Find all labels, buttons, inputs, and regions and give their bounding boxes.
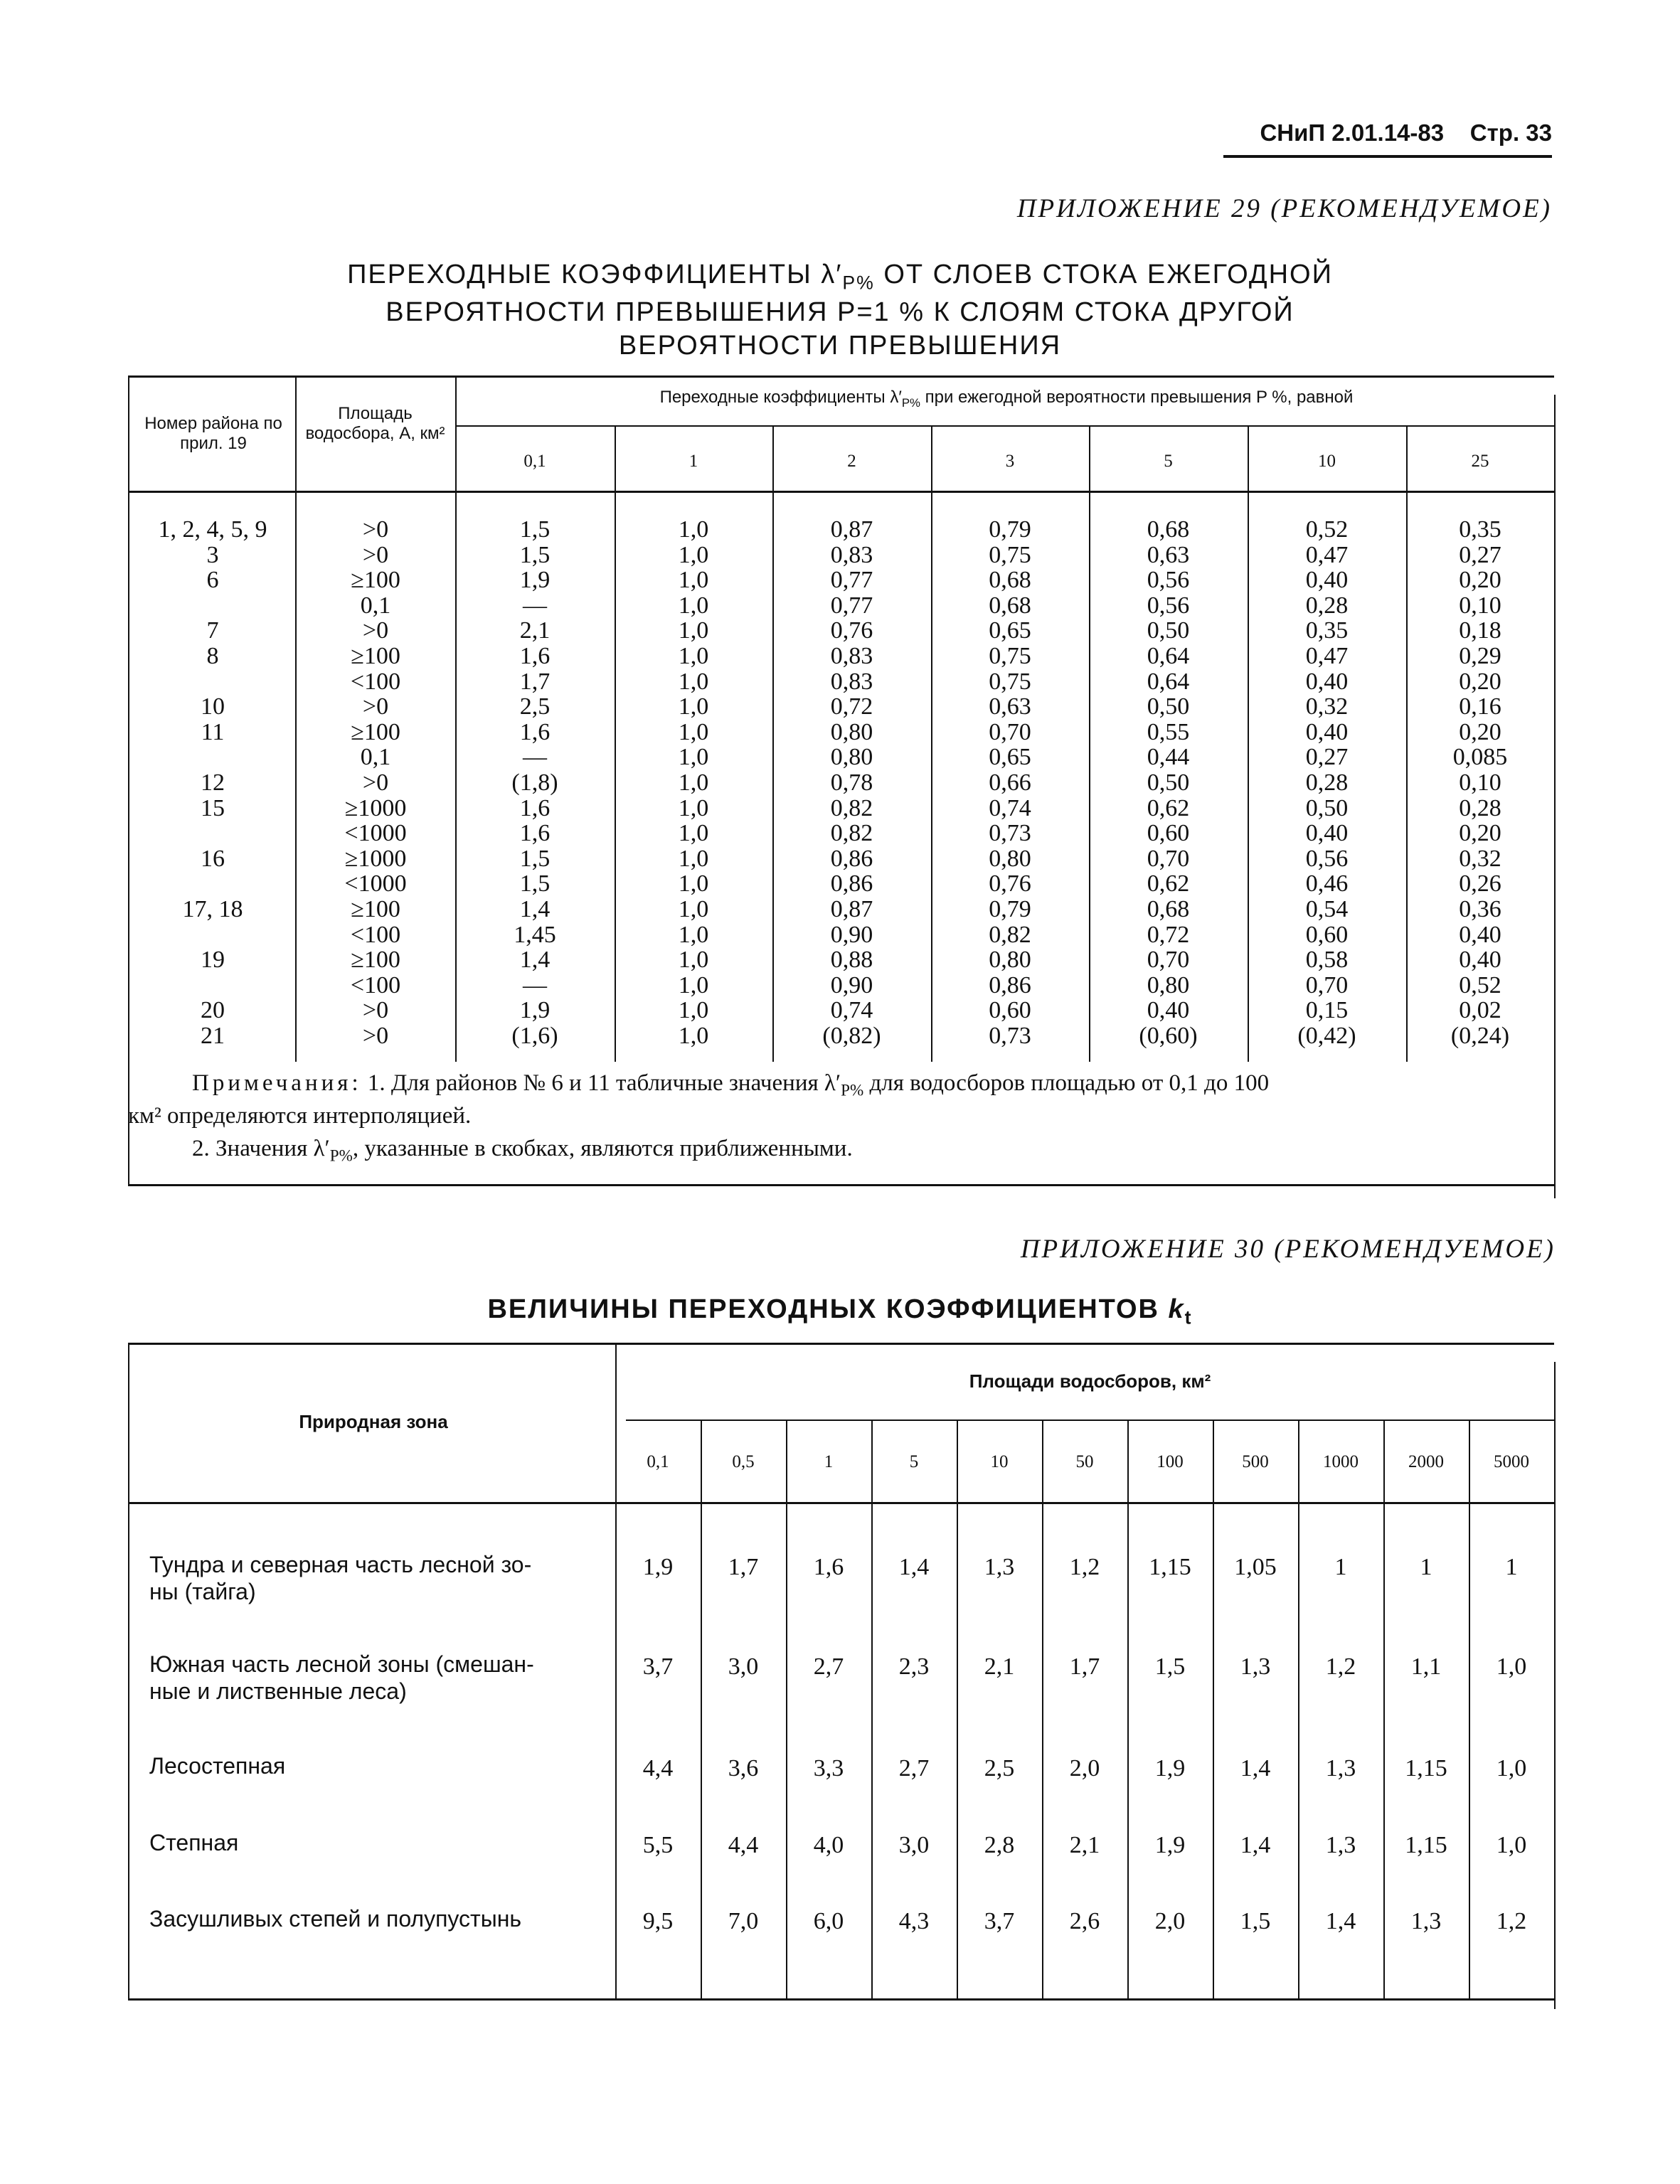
table1-region-cell: 16	[201, 845, 225, 872]
zone-line: ные и лиственные леса)	[149, 1678, 407, 1704]
table2-value-cell: 1,2	[1069, 1554, 1100, 1580]
table2-value-cell: 1,0	[1496, 1832, 1527, 1858]
table1-value-cell: 0,20	[1459, 718, 1501, 745]
table2-value-cell: 1,3	[984, 1554, 1015, 1580]
table1-value-cell: 1,0	[678, 971, 709, 998]
table2-value-cell: 1,5	[1240, 1908, 1271, 1934]
table1-value-cell: (0,24)	[1450, 1023, 1510, 1049]
table1-area-cell: ≥100	[351, 718, 400, 745]
table1-area-cell: ≥100	[351, 567, 400, 594]
zone-line: Степная	[149, 1830, 239, 1855]
table1-value-cell: 0,75	[989, 643, 1031, 669]
table1-value-cell: 1,0	[678, 718, 709, 745]
table1-value-cell: 1,6	[519, 643, 551, 669]
table1-value-cell: (0,60)	[1139, 1023, 1198, 1049]
table1-value-cell: 1,5	[519, 516, 551, 543]
table1-value-cell: 1,0	[678, 643, 709, 669]
table1-value-cell: 0,50	[1147, 769, 1190, 796]
table1-value-cell: 0,82	[989, 921, 1031, 948]
table1-value-cell: 2,1	[519, 617, 551, 644]
table2-value-cell: 4,4	[728, 1832, 759, 1858]
table1-prob-header: 10	[1318, 452, 1336, 471]
table1-area-cell: <1000	[344, 820, 407, 847]
table2-left-border	[128, 1343, 129, 2000]
table2-value-cell: 1,4	[1325, 1908, 1356, 1934]
table1-value-cell: 0,52	[1459, 971, 1501, 998]
table1-value-cell: 0,54	[1305, 896, 1349, 922]
table2-value-cell: 9,5	[642, 1908, 674, 1934]
table1-value-cell: 1,0	[678, 870, 709, 897]
table2-area-header: 10	[990, 1452, 1009, 1471]
table1-area-cell: >0	[362, 997, 389, 1024]
table2-value-cell: 2,6	[1069, 1908, 1100, 1934]
table2-area-header: 2000	[1408, 1452, 1444, 1471]
table1-value-cell: 0,10	[1459, 592, 1501, 619]
table1-value-cell: 0,80	[989, 947, 1031, 974]
zone-line: Засушливых степей и полупустынь	[149, 1906, 522, 1932]
table1-region-cell: 11	[201, 718, 225, 745]
table1-prob-header: 2	[847, 452, 856, 471]
table2-area-header: 1000	[1323, 1452, 1359, 1471]
table1-value-cell: (0,82)	[822, 1023, 881, 1049]
zone-line: ны (тайга)	[149, 1579, 256, 1604]
table1-value-cell: 0,32	[1459, 845, 1501, 872]
table1-region-cell: 10	[201, 693, 225, 720]
table2-value-cell: 4,4	[642, 1755, 674, 1781]
table2-value-cell: 1,3	[1325, 1755, 1356, 1781]
table1-value-cell: 0,83	[830, 643, 873, 669]
table1-area-cell: >0	[362, 516, 389, 543]
table1-value-cell: 0,86	[989, 971, 1031, 998]
table1-area-cell: <100	[350, 668, 401, 695]
table1-top-rule	[128, 375, 1554, 378]
table1-value-cell: 0,62	[1147, 794, 1190, 821]
table1-value-cell: 0,64	[1147, 668, 1190, 695]
table1-value-cell: 0,68	[989, 592, 1031, 619]
table1-header-bottom-rule	[128, 491, 1554, 493]
appendix-29-title-line1: ПЕРЕХОДНЫЕ КОЭФФИЦИЕНТЫ $\lambda'_{P\%}$ ОТ СЛОЕВ СТОКА ЕЖЕГОДНОЙ	[347, 260, 1333, 294]
table2-value-cell: 1,6	[813, 1554, 844, 1580]
table2-value-cell: 2,0	[1069, 1755, 1100, 1781]
table2-value-cell: 2,1	[984, 1653, 1015, 1680]
table1-value-cell: 0,65	[989, 617, 1031, 644]
table1-value-cell: 1,5	[519, 845, 551, 872]
table1-value-cell: 0,28	[1305, 769, 1349, 796]
table1-value-cell: 1,0	[678, 921, 709, 948]
table1-value-cell: 0,47	[1305, 643, 1349, 669]
table1-divider	[295, 375, 297, 1062]
table1-value-cell: 0,47	[1305, 541, 1349, 568]
table1-value-cell: 0,72	[1147, 921, 1190, 948]
table1-value-cell: 1,5	[519, 541, 551, 568]
table2-value-cell: 1,05	[1234, 1554, 1277, 1580]
table1-value-cell: 0,70	[1147, 845, 1190, 872]
table1-value-cell: 0,55	[1147, 718, 1190, 745]
table1-value-cell: 1,9	[519, 567, 551, 594]
table1-value-cell: 0,80	[830, 744, 873, 771]
table1-value-cell: 0,29	[1459, 643, 1501, 669]
table1-value-cell: 1,0	[678, 845, 709, 872]
table2-value-cell: 1,4	[898, 1554, 930, 1580]
table2-header-bottom-rule	[128, 1502, 1554, 1504]
table1-region-cell: 3	[206, 541, 219, 568]
table1-head-region: Номер района по прил. 19	[144, 414, 282, 453]
table1-value-cell: 0,68	[1147, 896, 1190, 922]
appendix-29-title-line2: ВЕРОЯТНОСТИ ПРЕВЫШЕНИЯ P=1 % К СЛОЯМ СТОКА ДРУГОЙ	[386, 297, 1294, 327]
table1-value-cell: 0,56	[1147, 592, 1190, 619]
table2-area-header: 500	[1242, 1452, 1269, 1471]
table1-value-cell: 0,73	[989, 1023, 1031, 1049]
table2-area-header: 0,1	[647, 1452, 669, 1471]
table1-value-cell: 1,0	[678, 769, 709, 796]
table1-value-cell: 0,15	[1305, 997, 1349, 1024]
table1-value-cell: 0,50	[1147, 617, 1190, 644]
table2-value-cell: 1,15	[1405, 1832, 1447, 1858]
table1-value-cell: 0,90	[830, 971, 873, 998]
table2-bottom-rule	[128, 1998, 1554, 2001]
table1-value-cell: 0,70	[1147, 947, 1190, 974]
table1-value-cell: 0,20	[1459, 668, 1501, 695]
table1-value-cell: 0,79	[989, 896, 1031, 922]
table1-area-cell: >0	[362, 693, 389, 720]
table2-value-cell: 1,2	[1496, 1908, 1527, 1934]
table1-prob-header: 25	[1471, 452, 1489, 471]
table1-value-cell: 0,10	[1459, 769, 1501, 796]
table1-value-cell: 0,87	[830, 516, 873, 543]
table1-area-cell: >0	[362, 769, 389, 796]
table2-value-cell: 1	[1505, 1554, 1518, 1580]
table1-value-cell: 0,20	[1459, 567, 1501, 594]
table2-area-header: 1	[824, 1452, 834, 1471]
table1-value-cell: 0,40	[1305, 718, 1349, 745]
table1-value-cell: 0,66	[989, 769, 1031, 796]
table2-value-cell: 1,3	[1240, 1653, 1271, 1680]
table1-value-cell: 0,77	[830, 592, 873, 619]
note-1-continued: км² определяются интерполяцией.	[128, 1103, 472, 1129]
table1-value-cell: 0,32	[1305, 693, 1349, 720]
table1-value-cell: (1,8)	[511, 769, 558, 796]
table1-area-cell: 0,1	[360, 744, 391, 771]
table1-value-cell: 0,77	[830, 567, 873, 594]
table1-value-cell: 0,68	[1147, 516, 1190, 543]
table1-value-cell: 0,63	[989, 693, 1031, 720]
table1-value-cell: (0,42)	[1297, 1023, 1356, 1049]
table1-value-cell: 0,60	[1305, 921, 1349, 948]
table1-value-cell: 0,44	[1147, 744, 1190, 771]
table1-area-cell: 0,1	[360, 592, 391, 619]
note-1: Примечания: 1. Для районов № 6 и 11 табличные значения $\lambda'_{P\%}$ для водосборов площадью от 0,1 до 100	[192, 1070, 1270, 1099]
table1-value-cell: 1,0	[678, 668, 709, 695]
table1-value-cell: 0,60	[989, 997, 1031, 1024]
table1-region-cell: 8	[206, 643, 219, 669]
table1-value-cell: 1,0	[678, 592, 709, 619]
table2-value-cell: 2,1	[1069, 1832, 1100, 1858]
table2-value-cell: 1,5	[1154, 1653, 1186, 1680]
table1-value-cell: 0,40	[1305, 567, 1349, 594]
table1-value-cell: 1,0	[678, 896, 709, 922]
table2-value-cell: 1,15	[1149, 1554, 1191, 1580]
table2-value-cell: 1,9	[642, 1554, 674, 1580]
table1-area-cell: ≥1000	[344, 845, 407, 872]
table2-top-rule	[128, 1343, 1554, 1345]
table1-value-cell: 1,0	[678, 794, 709, 821]
table2-zone-cell	[149, 1551, 605, 1605]
table1-value-cell: 0,085	[1452, 744, 1508, 771]
table2-area-header: 0,5	[732, 1452, 755, 1471]
table2-value-cell: 3,0	[898, 1832, 930, 1858]
table2-value-cell: 1,0	[1496, 1755, 1527, 1781]
table1-value-cell: 0,64	[1147, 643, 1190, 669]
table1-value-cell: 0,40	[1305, 820, 1349, 847]
table2-value-cell: 4,0	[813, 1832, 844, 1858]
table1-value-cell: 1,45	[514, 921, 556, 948]
table2-value-cell: 2,3	[898, 1653, 930, 1680]
table1-value-cell: 0,50	[1305, 794, 1349, 821]
table1-area-cell: <1000	[344, 870, 407, 897]
table2-value-cell: 3,7	[984, 1908, 1015, 1934]
table1-prob-header: 5	[1164, 452, 1173, 471]
page-number: Стр. 33	[1469, 119, 1552, 146]
table1-value-cell: 1,0	[678, 693, 709, 720]
table2-value-cell: 1,4	[1240, 1832, 1271, 1858]
table2-area-header: 5	[909, 1452, 919, 1471]
table2-area-header: 50	[1075, 1452, 1094, 1471]
table2-value-cell: 2,5	[984, 1755, 1015, 1781]
page-header	[1260, 119, 1552, 147]
table1-region-cell: 20	[201, 997, 225, 1024]
table1-value-cell: 0,70	[989, 718, 1031, 745]
table1-value-cell: 0,62	[1147, 870, 1190, 897]
table1-value-cell: 0,28	[1305, 592, 1349, 619]
table1-value-cell: 0,82	[830, 820, 873, 847]
table2-value-cell: 1,7	[1069, 1653, 1100, 1680]
table2-value-cell: 7,0	[728, 1908, 759, 1934]
table1-area-cell: ≥100	[351, 643, 400, 669]
table2-value-cell: 1	[1420, 1554, 1432, 1580]
table1-value-cell: 2,5	[519, 693, 551, 720]
table1-value-cell: 0,83	[830, 541, 873, 568]
table1-value-cell: —	[523, 971, 547, 998]
note-2: 2. Значения $\lambda'_{P\%}$, указанные в скобках, являются приближенными.	[192, 1136, 853, 1165]
table1-region-cell: 6	[206, 567, 219, 594]
table2-value-cell: 2,0	[1154, 1908, 1186, 1934]
table1-value-cell: 1,0	[678, 1023, 709, 1049]
table1-value-cell: 0,74	[830, 997, 873, 1024]
table1-value-cell: 0,76	[989, 870, 1031, 897]
table2-value-cell: 1,9	[1154, 1755, 1186, 1781]
table2-area-header: 100	[1157, 1452, 1184, 1471]
table2-value-cell: 1,9	[1154, 1832, 1186, 1858]
table1-left-border	[128, 375, 129, 1186]
table1-value-cell: 0,27	[1459, 541, 1501, 568]
table1-value-cell: 0,28	[1459, 794, 1501, 821]
table1-value-cell: 0,83	[830, 668, 873, 695]
table1-area-cell: <100	[350, 971, 401, 998]
table1-value-cell: 0,65	[989, 744, 1031, 771]
table1-value-cell: 0,40	[1459, 921, 1501, 948]
table1-value-cell: 0,72	[830, 693, 873, 720]
table2-zone-cell	[149, 1905, 605, 1932]
table1-value-cell: —	[523, 744, 547, 771]
table2-head-areas: Площади водосборов, км²	[969, 1370, 1211, 1392]
table1-value-cell: 0,18	[1459, 617, 1501, 644]
appendix-30-title: ВЕЛИЧИНЫ ПЕРЕХОДНЫХ КОЭФФИЦИЕНТОВ $k_t$	[487, 1294, 1193, 1328]
table1-value-cell: —	[523, 592, 547, 619]
table1-value-cell: 0,73	[989, 820, 1031, 847]
table1-value-cell: 1,4	[519, 896, 551, 922]
table1-value-cell: 1,6	[519, 820, 551, 847]
table2-header-rule	[626, 1419, 1554, 1421]
table1-value-cell: 0,74	[989, 794, 1031, 821]
table1-value-cell: 0,35	[1459, 516, 1501, 543]
table1-bottom-rule	[128, 1184, 1554, 1186]
table1-value-cell: 0,79	[989, 516, 1031, 543]
table1-value-cell: 0,56	[1305, 845, 1349, 872]
table2-value-cell: 2,7	[898, 1755, 930, 1781]
zone-line: Лесостепная	[149, 1753, 286, 1779]
appendix-30-label: ПРИЛОЖЕНИЕ 30 (РЕКОМЕНДУЕМОЕ)	[1020, 1235, 1556, 1264]
table1-right-border	[1554, 395, 1556, 1198]
table1-value-cell: (1,6)	[511, 1023, 558, 1049]
table1-value-cell: 0,56	[1147, 567, 1190, 594]
table1-area-cell: ≥1000	[344, 794, 407, 821]
table2-value-cell: 3,3	[813, 1755, 844, 1781]
table1-value-cell: 0,87	[830, 896, 873, 922]
table1-value-cell: 0,76	[830, 617, 873, 644]
table1-area-cell: >0	[362, 617, 389, 644]
table1-region-cell: 17, 18	[182, 896, 243, 922]
table1-value-cell: 0,02	[1459, 997, 1501, 1024]
table1-value-cell: 0,46	[1305, 870, 1349, 897]
appendix-29-label: ПРИЛОЖЕНИЕ 29 (РЕКОМЕНДУЕМОЕ)	[1016, 194, 1552, 223]
table1-value-cell: 0,40	[1147, 997, 1190, 1024]
table1-value-cell: 0,16	[1459, 693, 1501, 720]
table1-value-cell: 0,40	[1305, 668, 1349, 695]
table1-area-cell: ≥100	[351, 947, 400, 974]
table1-value-cell: 0,75	[989, 668, 1031, 695]
table2-value-cell: 3,0	[728, 1653, 759, 1680]
table2-area-header: 5000	[1494, 1452, 1529, 1471]
table1-value-cell: 0,27	[1305, 744, 1349, 771]
table1-value-cell: 0,35	[1305, 617, 1349, 644]
table1-value-cell: 0,82	[830, 794, 873, 821]
table2-value-cell: 3,6	[728, 1755, 759, 1781]
table2-value-cell: 5,5	[642, 1832, 674, 1858]
table2-value-cell: 4,3	[898, 1908, 930, 1934]
table2-value-cell: 2,7	[813, 1653, 844, 1680]
table2-value-cell: 1,0	[1496, 1653, 1527, 1680]
table1-value-cell: 0,50	[1147, 693, 1190, 720]
table1-value-cell: 1,9	[519, 997, 551, 1024]
zone-line: Тундра и северная часть лесной зо-	[149, 1552, 532, 1577]
table1-value-cell: 1,0	[678, 997, 709, 1024]
table1-value-cell: 1,6	[519, 718, 551, 745]
table2-value-cell: 1,3	[1410, 1908, 1442, 1934]
table1-value-cell: 0,78	[830, 769, 873, 796]
table1-value-cell: 0,88	[830, 947, 873, 974]
table1-value-cell: 0,58	[1305, 947, 1349, 974]
table1-value-cell: 1,6	[519, 794, 551, 821]
table1-area-cell: >0	[362, 1023, 389, 1049]
table2-value-cell: 1,15	[1405, 1755, 1447, 1781]
table1-value-cell: 0,36	[1459, 896, 1501, 922]
table1-region-cell: 7	[206, 617, 219, 644]
table1-value-cell: 1,0	[678, 617, 709, 644]
zone-line: Южная часть лесной зоны (смешан-	[149, 1651, 534, 1677]
table1-value-cell: 0,26	[1459, 870, 1501, 897]
table1-value-cell: 0,63	[1147, 541, 1190, 568]
table2-head-zone: Природная зона	[299, 1411, 448, 1432]
table1-header-rule	[455, 425, 1554, 427]
table2-value-cell: 2,8	[984, 1832, 1015, 1858]
table1-value-cell: 1,0	[678, 567, 709, 594]
table1-value-cell: 0,60	[1147, 820, 1190, 847]
table1-value-cell: 1,0	[678, 541, 709, 568]
table1-value-cell: 1,5	[519, 870, 551, 897]
table1-area-cell: <100	[350, 921, 401, 948]
table1-value-cell: 0,90	[830, 921, 873, 948]
table2-value-cell: 1,3	[1325, 1832, 1356, 1858]
table2-value-cell: 1,7	[728, 1554, 759, 1580]
doc-code: СНиП 2.01.14-83	[1260, 119, 1445, 146]
table2-right-border	[1554, 1362, 1556, 2009]
table1-region-cell: 1, 2, 4, 5, 9	[158, 516, 267, 543]
table1-value-cell: 0,80	[989, 845, 1031, 872]
table1-value-cell: 0,80	[830, 718, 873, 745]
table1-region-cell: 19	[201, 947, 225, 974]
table1-head-coef: Переходные коэффициенты $\lambda'_{P\%}$ при ежегодной вероятности превышения P %, равной	[659, 388, 1354, 410]
table1-value-cell: 0,20	[1459, 820, 1501, 847]
table1-prob-header: 3	[1005, 452, 1015, 471]
table1-region-cell: 15	[201, 794, 225, 821]
table2-value-cell: 1	[1334, 1554, 1347, 1580]
header-rule	[1223, 155, 1552, 158]
table1-prob-header: 1	[689, 452, 698, 471]
table1-value-cell: 0,68	[989, 567, 1031, 594]
table2-value-cell: 6,0	[813, 1908, 844, 1934]
table1-value-cell: 0,52	[1305, 516, 1349, 543]
table1-area-cell: ≥100	[351, 896, 400, 922]
table2-value-cell: 1,1	[1410, 1653, 1442, 1680]
table1-prob-header: 0,1	[523, 452, 546, 471]
table1-region-cell: 12	[201, 769, 225, 796]
table1-value-cell: 1,0	[678, 516, 709, 543]
table2-value-cell: 3,7	[642, 1653, 674, 1680]
table1-value-cell: 0,86	[830, 845, 873, 872]
table1-value-cell: 0,75	[989, 541, 1031, 568]
table1-head-area: Площадь водосбора, А, км²	[305, 404, 445, 443]
table1-value-cell: 1,0	[678, 744, 709, 771]
table2-value-cell: 1,2	[1325, 1653, 1356, 1680]
table1-value-cell: 1,0	[678, 947, 709, 974]
table2-zone-cell	[149, 1829, 605, 1856]
table1-value-cell: 1,7	[519, 668, 551, 695]
table1-value-cell: 0,40	[1459, 947, 1501, 974]
appendix-29-title-line3: ВЕРОЯТНОСТИ ПРЕВЫШЕНИЯ	[618, 331, 1062, 361]
table1-region-cell: 21	[201, 1023, 225, 1049]
table1-value-cell: 0,86	[830, 870, 873, 897]
table2-zone-cell	[149, 1752, 605, 1779]
table1-value-cell: 1,4	[519, 947, 551, 974]
table1-value-cell: 0,80	[1147, 971, 1190, 998]
table2-zone-cell	[149, 1651, 605, 1705]
table1-area-cell: >0	[362, 541, 389, 568]
table2-value-cell: 1,4	[1240, 1755, 1271, 1781]
table1-value-cell: 1,0	[678, 820, 709, 847]
table1-value-cell: 0,70	[1305, 971, 1349, 998]
